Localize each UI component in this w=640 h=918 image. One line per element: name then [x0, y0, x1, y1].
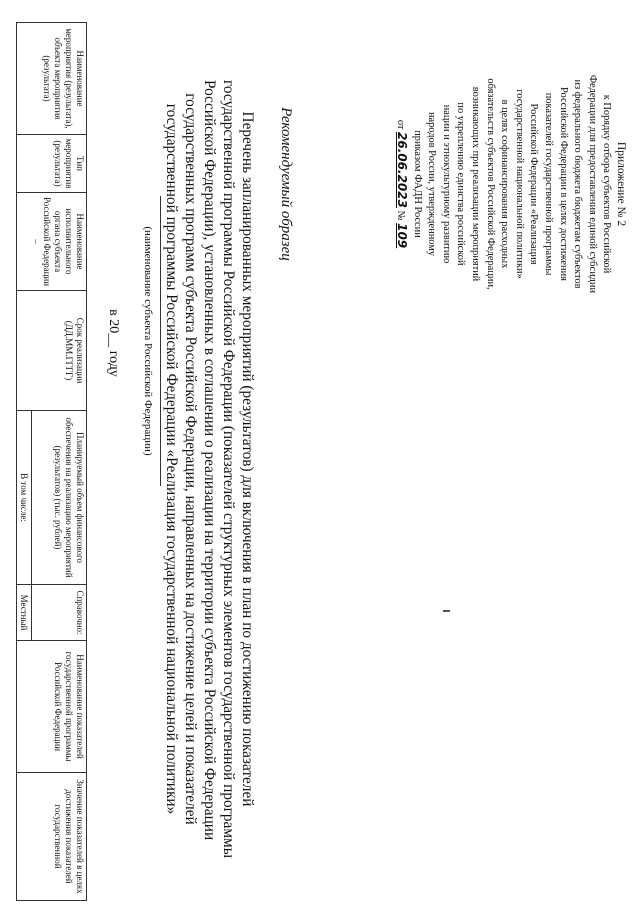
order-prefix: от	[395, 119, 407, 130]
subheader-cell: Местный	[17, 585, 32, 641]
header-cell: Наименование исполнительного органа субъекта Российской Федерации –	[17, 193, 87, 291]
header-cell: Планируемый объем финансового обеспечения на реализацию мероприятий (результатов) (тыс. рублей)	[32, 411, 87, 585]
appendix-line: приказом ФАДН России	[411, 130, 423, 238]
appendix-line: к Порядку отбора субъектов Российской	[601, 94, 613, 274]
sample-label: Рекомендуемый образец	[278, 107, 294, 261]
order-date: 26.06.2023	[395, 132, 410, 208]
order-number-sign: №	[395, 210, 407, 221]
subject-underline	[160, 196, 161, 486]
appendix-number: Приложение № 2	[615, 141, 627, 227]
appendix-line: нации и этнокультурному развитию	[440, 104, 452, 264]
header-cell: Срок реализации (ДД.ММ.ГГГГ)	[17, 291, 87, 411]
title-line: Российской Федерации), установленных в соглашении о реализации на территории субъекта Российской Федерации	[201, 80, 218, 841]
stray-mark	[443, 610, 450, 612]
header-cell: Наименование показателей государственной программы Российской Федерации	[17, 641, 87, 773]
subject-caption: (наименование субъекта Российской Федерации)	[142, 226, 154, 456]
document-title	[162, 80, 257, 858]
subheader-cell: В том числе:	[17, 411, 32, 585]
year-line: в 20__ году	[106, 309, 121, 377]
table-header-row	[32, 23, 87, 901]
order-date-line	[393, 34, 410, 334]
title-line: государственной программы Российской Федерации «Реализация государственной национальной политики»	[163, 103, 180, 815]
appendix-line: Российской Федерации в целях достижения	[557, 87, 569, 281]
order-number: 109	[395, 223, 410, 249]
appendix-line: Федерации для предоставления единой субсидии	[586, 74, 598, 294]
appendix-line: из федерального бюджета бюджетам субъектов	[572, 79, 584, 289]
appendix-line: показателей государственной программы	[543, 92, 555, 276]
title-line: государственных программ субъекта Российской Федерации, направленных на достижение целей и показателей	[182, 93, 199, 825]
title-line: государственной программы Российской Федерации (показателей структурных элементов государственной программы	[220, 80, 237, 858]
appendix-line: государственной национальной политики»	[513, 89, 525, 279]
header-cell: Наименование мероприятия (результата), объекта мероприятия (результата)	[17, 23, 87, 135]
appendix-line: в целях софинансирования расходных	[499, 99, 511, 269]
appendix-line: Российской Федерации «Реализация	[528, 103, 540, 265]
plan-table	[16, 22, 87, 901]
header-cell: Значение показателей в целях достижения показателей государственной	[17, 773, 87, 901]
appendix-line: возникающих при реализации мероприятий	[470, 86, 482, 282]
appendix-line: народов России, утвержденному	[426, 111, 438, 257]
header-cell: Справочно:	[32, 585, 87, 641]
appendix-block	[393, 34, 629, 334]
header-cell: Тип мероприятия (результата)	[17, 135, 87, 193]
appendix-line: обязательств субъектов Российской Федерации,	[484, 78, 496, 290]
appendix-line: по укреплению единства российской	[455, 102, 467, 266]
title-line: Перечень запланированных мероприятий (результатов) для включения в план по достижению показателей	[239, 111, 256, 807]
